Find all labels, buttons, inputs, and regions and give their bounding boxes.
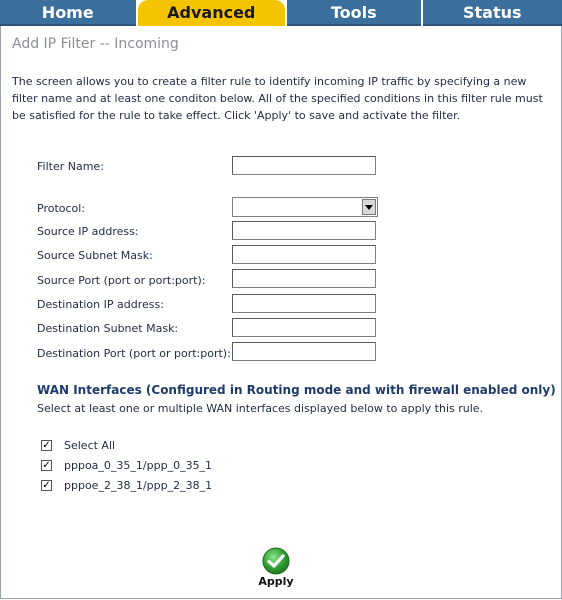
- protocol-select[interactable]: [232, 197, 378, 217]
- protocol-label: Protocol:: [37, 202, 86, 215]
- tab-status[interactable]: Status: [423, 0, 562, 26]
- pppoa-checkbox[interactable]: ✓: [42, 459, 51, 471]
- source-mask-label: Source Subnet Mask:: [37, 249, 153, 262]
- apply-label: Apply: [258, 575, 294, 588]
- select-all-checkbox[interactable]: ✓: [42, 439, 51, 451]
- apply-button[interactable]: [257, 547, 297, 591]
- source-ip-input[interactable]: [232, 221, 376, 240]
- dest-port-label: Destination Port (port or port:port):: [37, 347, 231, 360]
- nav-tabs: [0, 0, 562, 26]
- source-mask-input[interactable]: [232, 245, 376, 264]
- filter-name-label: Filter Name:: [37, 160, 104, 173]
- tab-tools[interactable]: Tools: [287, 0, 421, 26]
- page-description: The screen allows you to create a filter rule to identify incoming IP traffic by specifying a new filter name and at least one conditon below. All of the specified conditions in this filter rule must be satisfied for the rule to take effect. Click 'Apply' to save and activate the filter.: [12, 75, 543, 122]
- dest-mask-label: Destination Subnet Mask:: [37, 322, 179, 335]
- pppoe-interface-label: pppoe_2_38_1/ppp_2_38_1: [64, 479, 213, 492]
- chevron-down-icon[interactable]: [362, 199, 376, 215]
- wan-interfaces-title: WAN Interfaces (Configured in Routing mode and with firewall enabled only): [37, 383, 556, 397]
- wan-interface-row[interactable]: [41, 479, 212, 492]
- source-port-label: Source Port (port or port:port):: [37, 274, 206, 287]
- wan-select-all-row[interactable]: [41, 439, 115, 452]
- dest-ip-label: Destination IP address:: [37, 298, 164, 311]
- filter-name-input[interactable]: [232, 156, 376, 175]
- page-title: Add IP Filter -- Incoming: [12, 36, 179, 52]
- dest-ip-input[interactable]: [232, 294, 376, 313]
- dest-mask-input[interactable]: [232, 318, 376, 337]
- tab-home[interactable]: Home: [0, 0, 136, 26]
- wan-interface-row[interactable]: [41, 459, 212, 472]
- wan-interfaces-subtitle: Select at least one or multiple WAN interfaces displayed below to apply this rule.: [37, 402, 484, 415]
- dest-port-input[interactable]: [232, 342, 376, 361]
- tab-advanced[interactable]: Advanced: [138, 0, 285, 26]
- pppoa-interface-label: pppoa_0_35_1/ppp_0_35_1: [64, 459, 213, 472]
- checkmark-icon: [262, 547, 290, 575]
- source-port-input[interactable]: [232, 269, 376, 288]
- source-ip-label: Source IP address:: [37, 225, 139, 238]
- pppoe-checkbox[interactable]: ✓: [42, 479, 51, 491]
- select-all-label: Select All: [64, 439, 116, 452]
